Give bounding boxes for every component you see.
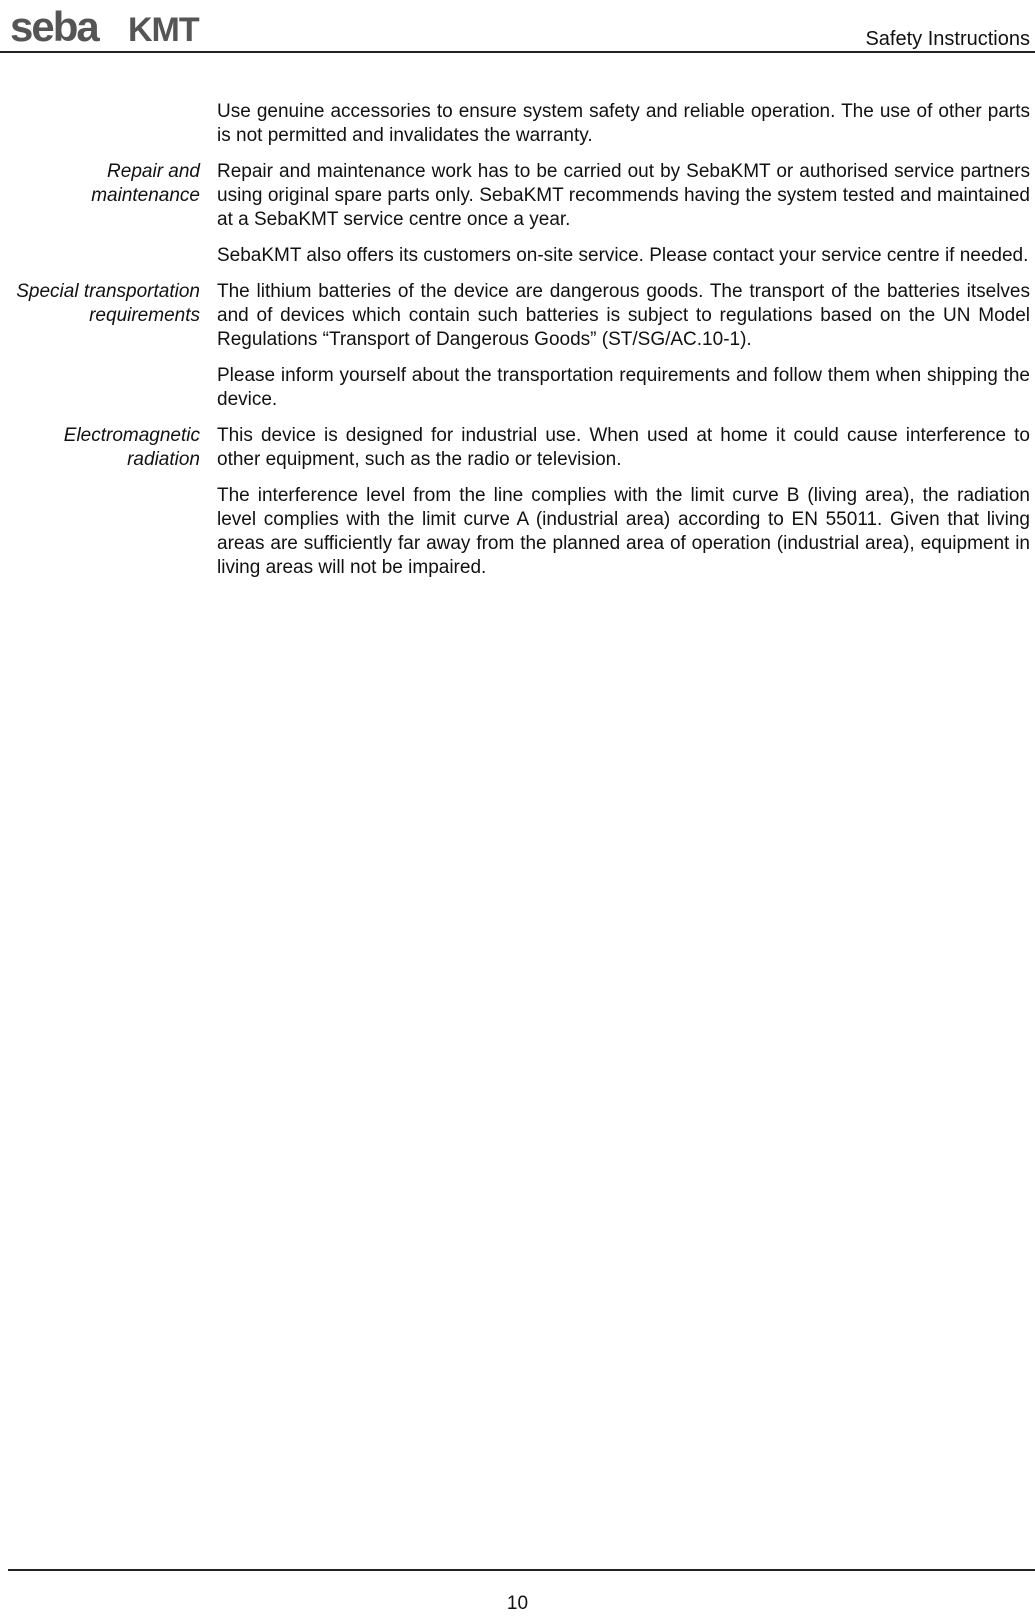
paragraph: Use genuine accessories to ensure system safety and reliable operation. The use of other parts is not permitted and invalidates the warranty. xyxy=(217,101,1030,146)
paragraph: Please inform yourself about the transportation requirements and follow them when shipping the device. xyxy=(217,365,1030,410)
paragraph: The lithium batteries of the device are dangerous goods. The transport of the batteries itselves and of devices which contain such batteries is subject to regulations based on the UN Model Regulations “Transport of Dangerous Goods” (ST/SG/AC.10-1). xyxy=(217,281,1030,350)
header-title: Safety Instructions xyxy=(865,28,1030,50)
svg-text:seba: seba xyxy=(10,8,98,48)
section-transport xyxy=(0,280,1035,412)
paragraph: Repair and maintenance work has to be carried out by SebaKMT or authorised service partners using original spare parts only. SebaKMT recommends having the system tested and maintained at a SebaKMT service centre once a year. xyxy=(217,161,1030,230)
section-label: Special transportation requirements xyxy=(16,281,200,326)
footer-divider xyxy=(8,1569,1035,1571)
page-header xyxy=(0,0,1035,54)
page-number: 10 xyxy=(506,1593,529,1614)
section-label: Repair and maintenance xyxy=(91,161,200,206)
paragraph: This device is designed for industrial use. When used at home it could cause interference to other equipment, such as the radio or television. xyxy=(217,425,1030,470)
section-repair-maintenance xyxy=(0,160,1035,268)
section-accessories xyxy=(0,100,1035,148)
paragraph: The interference level from the line complies with the limit curve B (living area), the radiation level complies with the limit curve A (industrial area) according to EN 55011. Given that living areas are sufficiently far away from the planned area of operation (industrial area), equipment in living areas will not be impaired. xyxy=(217,485,1030,578)
document-body xyxy=(0,100,1035,592)
paragraph: SebaKMT also offers its customers on-site service. Please contact your service centre if needed. xyxy=(217,245,1029,266)
section-label: Electromagnetic radiation xyxy=(63,425,200,470)
section-electromagnetic xyxy=(0,424,1035,580)
sebakmt-logo xyxy=(10,8,235,48)
svg-text:KMT: KMT xyxy=(128,11,199,48)
header-divider xyxy=(0,51,1035,53)
